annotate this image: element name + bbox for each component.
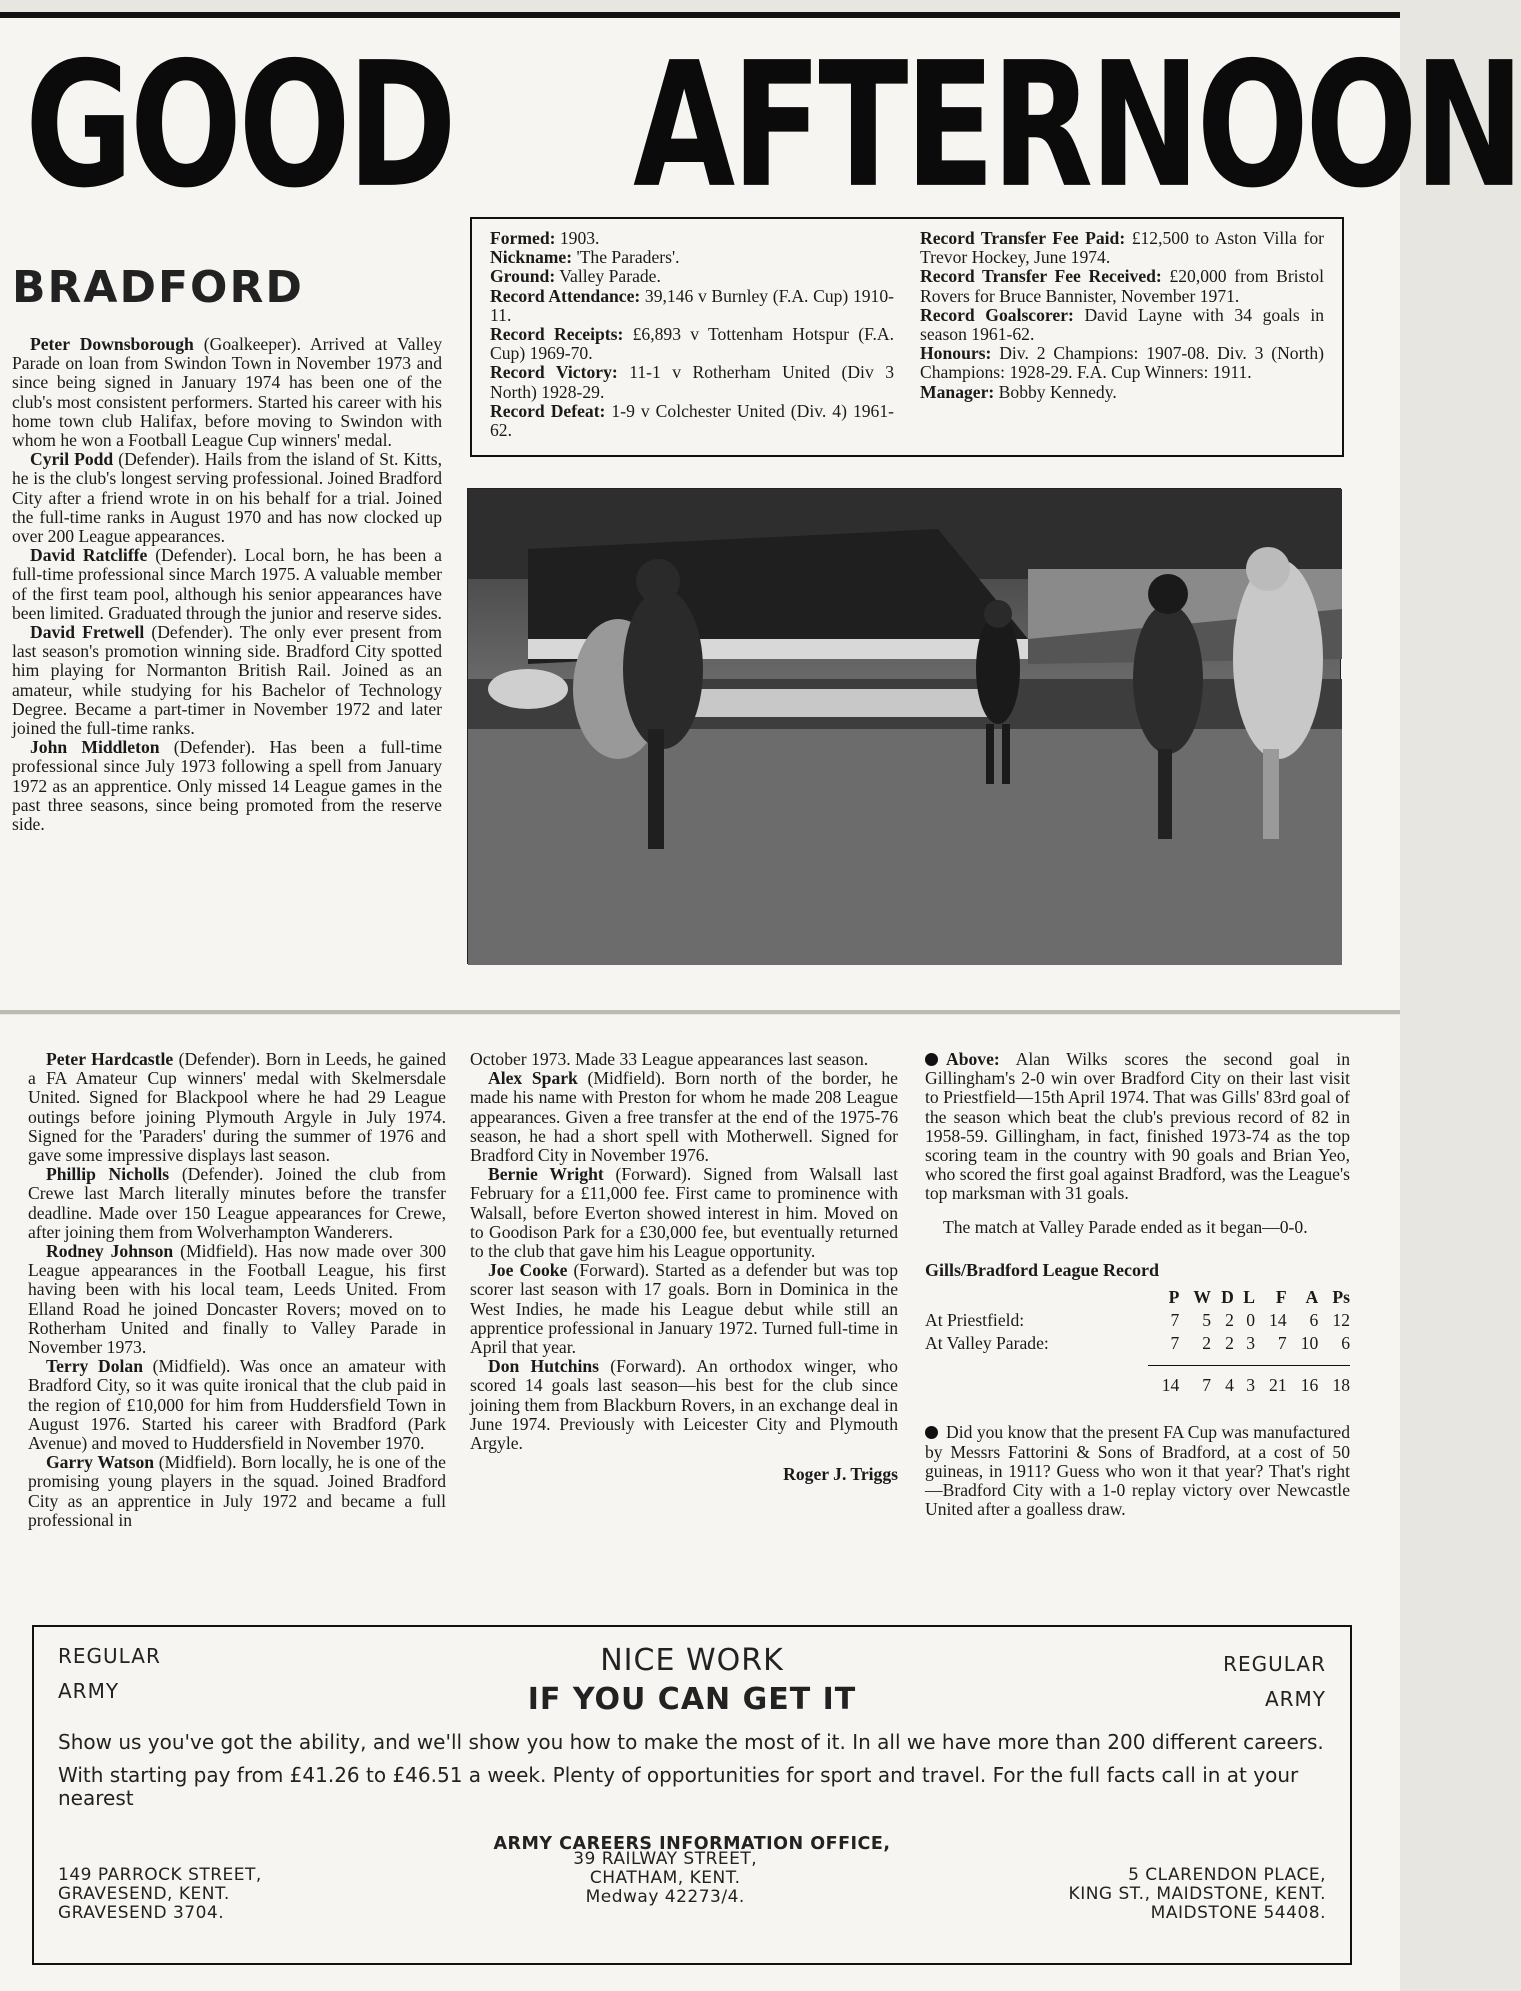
record-header-cell: L xyxy=(1243,1287,1255,1308)
fact-entry xyxy=(490,402,894,440)
player-bio: (Midfield). Was once an amateur with Bradford City, so it was quite ironical that the club paid in the region of £10,000 for him from Huddersfield Town in August 1976. Started his career with Bradford (Park Avenue) and moved to Huddersfield in November 1970. xyxy=(28,1356,446,1454)
player-name: Phillip Nicholls xyxy=(46,1164,170,1185)
player-entry xyxy=(28,1453,446,1530)
player-bio: (Defender). Hails from the island of St. Kitts, he is the club's longest serving professional. Joined Bradford City after a friend wrote in on his behalf for a trial. Joined the full-time ranks in August 1970 and has now clocked up over 200 League appearances. xyxy=(12,449,442,547)
ad-addresses xyxy=(58,1849,1326,1923)
record-total-cell xyxy=(925,1366,1148,1398)
record-total-cell: 4 xyxy=(1225,1375,1234,1396)
record-cell: 7 xyxy=(1170,1310,1180,1331)
address-line: GRAVESEND, KENT. xyxy=(58,1884,230,1904)
league-record-table xyxy=(925,1286,1350,1397)
ad-body-1: Show us you've got the ability, and we'll show you how to make the most of it. In all we have more than 200 different careers. xyxy=(58,1730,1324,1754)
player-entry xyxy=(12,738,442,834)
player-bio: (Forward). An orthodox winger, who scored 14 goals last season—his best for the club since joining them from Blackburn Rovers, in an exchange deal in June 1974. Previously with Leicester City and Plymouth Argyle. xyxy=(470,1356,898,1454)
fact-label: Record Transfer Fee Received: xyxy=(920,266,1162,287)
player-bio: (Defender). Born in Leeds, he gained a FA Amateur Cup winners' medal with Skelmersdale United. Signed for Blackpool where he had 29 League outings before joining Plymouth Argyle in July 1974. Signed for the 'Paraders' during the summer of 1976 and gave some impressive displays last season. xyxy=(28,1049,447,1166)
record-total-cell: 7 xyxy=(1202,1375,1211,1396)
match-photo-illustration xyxy=(468,489,1342,965)
record-cell: 3 xyxy=(1246,1333,1255,1354)
player-entry xyxy=(470,1357,898,1453)
record-header-cell: W xyxy=(1193,1287,1211,1308)
fact-text: David Layne with 34 goals in season 1961-62. xyxy=(920,304,1325,345)
players-top-column xyxy=(12,335,442,834)
record-cell: At Priestfield: xyxy=(925,1310,1025,1331)
ad-corner-right xyxy=(1223,1647,1326,1717)
player-bio: (Defender). Local born, he has been a full-time professional since March 1975. A valuable member of the first team pool, although his senior appearances have been limited. Graduated through the junior and reserve sides. xyxy=(12,545,442,623)
player-name: Cyril Podd xyxy=(30,449,114,470)
fact-text: Valley Parade. xyxy=(555,266,661,287)
fact-label: Ground: xyxy=(490,266,556,287)
match-note: The match at Valley Parade ended as it began—0-0. xyxy=(943,1216,1308,1237)
fact-label: Record Victory: xyxy=(490,362,618,383)
record-cell: 0 xyxy=(1246,1310,1255,1331)
page-spine xyxy=(0,1010,1400,1014)
player-entry xyxy=(12,546,442,623)
photo-caption xyxy=(925,1050,1350,1204)
fact-text: £6,893 v Tottenham Hotspur (F.A. Cup) 1969-70. xyxy=(490,324,894,364)
player-name: Alex Spark xyxy=(488,1068,578,1089)
ad-body-2: With starting pay from £41.26 to £46.51 a week. Plenty of opportunities for sport and travel. For the full facts call in at your nearest xyxy=(58,1763,1299,1810)
record-rule-cell xyxy=(1234,1356,1255,1366)
record-cell: 10 xyxy=(1300,1333,1319,1354)
player-bio: (Goalkeeper). Arrived at Valley Parade on loan from Swindon Town in November 1973 and since being signed in January 1974 has been one of the club's most consistent performers. Started his career with his home town club Halifax, before moving to Swindon with whom he won a Football League Cup winners' medal. xyxy=(12,334,442,451)
record-header-cell: Ps xyxy=(1332,1287,1350,1308)
facts-column-right xyxy=(920,229,1324,445)
record-cell: 12 xyxy=(1332,1310,1350,1331)
fact-label: Record Defeat: xyxy=(490,400,606,421)
fact-entry xyxy=(920,344,1324,382)
fact-entry xyxy=(920,229,1324,267)
headline-left: GOOD xyxy=(25,26,454,227)
player-bio: (Defender). Has been a full-time professional since July 1973 following a spell from January 1972 as an apprentice. Only missed 14 League games in the past three seasons, since being promoted from the reserve side. xyxy=(12,737,443,835)
record-cell: 7 xyxy=(1170,1333,1180,1354)
record-header-cell: A xyxy=(1305,1287,1319,1308)
player-bio: (Midfield). Has now made over 300 League appearances in the Football League, his first having been with his local team, Leeds United. From Elland Road he joined Doncaster Rovers; moved on to Rotherham United and finally to Valley Parade in November 1973. xyxy=(28,1241,446,1358)
fact-text: 39,146 v Burnley (F.A. Cup) 1910-11. xyxy=(490,285,894,325)
address-line: CHATHAM, KENT. xyxy=(589,1868,741,1888)
player-name: David Fretwell xyxy=(30,622,145,643)
record-rule-cell xyxy=(1211,1356,1234,1366)
address-line: MAIDSTONE 54408. xyxy=(1150,1903,1326,1923)
record-rule xyxy=(925,1356,1350,1366)
fact-entry xyxy=(490,363,894,401)
fact-entry xyxy=(490,229,894,248)
player-entry xyxy=(28,1050,446,1165)
record-cell: 2 xyxy=(1225,1333,1234,1354)
player-entry xyxy=(12,335,442,450)
player-bio: (Midfield). Born locally, he is one of the promising young players in the squad. Joined Bradford City as an apprentice in July 1972 and became a full professional in xyxy=(28,1452,446,1530)
fact-entry xyxy=(490,267,894,286)
player-name: Rodney Johnson xyxy=(46,1241,174,1262)
league-record-title: Gills/Bradford League Record xyxy=(925,1259,1159,1280)
fact-text: 1903. xyxy=(555,228,600,248)
fact-entry xyxy=(490,325,894,363)
army-advert xyxy=(32,1625,1352,1965)
ad-headline-1: NICE WORK xyxy=(600,1643,784,1678)
ad-office-title: ARMY CAREERS INFORMATION OFFICE, xyxy=(493,1834,891,1854)
league-record-header-row xyxy=(925,1286,1350,1309)
record-header-cell xyxy=(925,1286,1148,1309)
address-line: Medway 42273/4. xyxy=(585,1887,745,1907)
fact-entry xyxy=(490,287,894,325)
player-name: Peter Hardcastle xyxy=(46,1049,174,1069)
fact-text: 'The Paraders'. xyxy=(572,247,680,268)
club-title: BRADFORD xyxy=(12,262,304,313)
player-entry xyxy=(470,1165,898,1261)
record-cell: 2 xyxy=(1225,1310,1234,1331)
ad-corner-left xyxy=(58,1639,161,1709)
fact-entry xyxy=(490,248,894,267)
facts-column-left xyxy=(490,229,894,445)
fact-entry xyxy=(920,383,1324,402)
record-cell: 14 xyxy=(1269,1310,1287,1331)
record-cell: At Valley Parade: xyxy=(925,1333,1049,1354)
record-total-cell: 16 xyxy=(1300,1375,1319,1396)
address-line: GRAVESEND 3704. xyxy=(58,1903,225,1923)
ad-headline xyxy=(58,1643,1326,1717)
record-cell: 5 xyxy=(1202,1310,1211,1331)
player-bio: (Forward). Started as a defender but was top scorer last season with 17 goals. Born in Dominica in the West Indies, he made his League debut while still an apprentice professional in January 1972. Turned full-time in April that year. xyxy=(470,1260,898,1358)
record-total-cell: 14 xyxy=(1161,1375,1180,1396)
fact-label: Record Transfer Fee Paid: xyxy=(920,228,1126,248)
headline-right: AFTERNOON xyxy=(632,26,1521,227)
record-header-cell: F xyxy=(1275,1287,1287,1308)
fact-label: Manager: xyxy=(920,381,995,402)
player-bio: (Defender). The only ever present from last season's promotion winning side. Bradford City spotted him playing for Normanton British Rail. Joined as an amateur, while studying for his Bachelor of Technology Degree. Became a part-timer in November 1972 and later joined the full-time ranks. xyxy=(12,622,442,739)
record-cell: 6 xyxy=(1309,1310,1319,1331)
fact-text: £12,500 to Aston Villa for Trevor Hockey, June 1974. xyxy=(920,228,1324,268)
fact-label: Formed: xyxy=(490,228,556,248)
player-entry xyxy=(12,450,442,546)
record-cell: 7 xyxy=(1277,1333,1287,1354)
player-entry xyxy=(28,1357,446,1453)
fact-label: Honours: xyxy=(920,343,992,364)
player-entry xyxy=(470,1069,898,1165)
address-maidstone xyxy=(1069,1866,1326,1923)
record-rule-cell xyxy=(1148,1356,1180,1366)
player-name: Joe Cooke xyxy=(488,1260,568,1281)
player-bio: (Midfield). Born north of the border, he made his name with Preston for whom he made 208 League appearances. Given a free transfer at the end of the 1975-76 season, he had a short spell with Motherwell. Signed for Bradford City in November 1976. xyxy=(470,1068,898,1166)
record-total-cell: 3 xyxy=(1246,1375,1255,1396)
fa-cup-note-text: Did you know that the present FA Cup was manufactured by Messrs Fattorini & Sons of Bradford, at a cost of 50 guineas, in 1911? Guess who won it that year? That's right—Bradford City with a 1-0 replay victory over Newcastle United after a goalless draw. xyxy=(925,1422,1350,1520)
club-facts-box xyxy=(470,217,1344,457)
match-photo xyxy=(467,488,1341,964)
player-entry xyxy=(28,1165,446,1242)
player-name: John Middleton xyxy=(30,737,160,758)
notes-column xyxy=(925,1050,1350,1519)
bullet-icon xyxy=(925,1053,938,1066)
fact-entry xyxy=(920,267,1324,305)
address-line: 149 PARROCK STREET, xyxy=(58,1865,262,1885)
caption-label: Above: xyxy=(946,1049,1000,1069)
player-bio: (Defender). Joined the club from Crewe last March literally minutes before the transfer deadline. Made over 150 League appearances for Crewe, after joining them from Wolverhampton Wanderers. xyxy=(28,1164,446,1242)
record-rule-cell xyxy=(1318,1356,1350,1366)
caption-text: Alan Wilks scores the second goal in Gillingham's 2-0 win over Bradford City on their last visit to Priestfield—15th April 1974. That was Gills' 83rd goal of the season which beat the club's previous record of 82 in 1958-59. Gillingham, in fact, finished 1973-74 as the top scoring team in the country with 90 goals and Brian Yeo, who scored the first goal against Bradford, was the League's top marksman with 31 goals. xyxy=(925,1049,1350,1204)
record-cell: 6 xyxy=(1341,1333,1350,1354)
ad-corner-left-line2: ARMY xyxy=(58,1679,120,1703)
record-total-cell: 18 xyxy=(1332,1375,1350,1396)
record-header-cell: P xyxy=(1168,1287,1180,1308)
address-line: 39 RAILWAY STREET, xyxy=(573,1849,758,1869)
record-totals-row xyxy=(925,1366,1350,1398)
fact-label: Nickname: xyxy=(490,247,573,268)
headline xyxy=(25,26,1521,227)
record-rule-cell xyxy=(1179,1356,1211,1366)
address-chatham xyxy=(573,1850,757,1923)
fact-text: Bobby Kennedy. xyxy=(994,381,1117,402)
address-line: 5 CLARENDON PLACE, xyxy=(1128,1865,1326,1885)
fact-label: Record Receipts: xyxy=(490,324,624,345)
fact-text: £20,000 from Bristol Rovers for Bruce Bannister, November 1971. xyxy=(920,266,1324,306)
players-col2-lead: October 1973. Made 33 League appearances last season. xyxy=(470,1049,869,1069)
record-cell: 2 xyxy=(1202,1333,1211,1354)
player-bio: (Forward). Signed from Walsall last February for a £11,000 fee. First came to prominence with Walsall, before Everton showed interest in him. Moved on to Goodison Park for a £30,000 fee, but eventually returned to the club that gave him his League opportunity. xyxy=(470,1164,898,1262)
ad-corner-left-line1: REGULAR xyxy=(58,1644,161,1668)
fact-text: 1-9 v Colchester United (Div. 4) 1961-62. xyxy=(490,400,895,441)
address-gravesend xyxy=(58,1866,262,1923)
record-row xyxy=(925,1332,1350,1355)
player-name: Don Hutchins xyxy=(488,1356,599,1377)
player-name: Bernie Wright xyxy=(488,1164,604,1185)
fact-text: 11-1 v Rotherham United (Div 3 North) 1928-29. xyxy=(490,362,894,402)
players-column-2 xyxy=(470,1050,898,1484)
player-name: Garry Watson xyxy=(46,1452,155,1473)
record-row xyxy=(925,1309,1350,1332)
ad-corner-right-line2: ARMY xyxy=(1264,1687,1326,1711)
player-entry xyxy=(28,1242,446,1357)
player-name: Peter Downsborough xyxy=(30,334,194,354)
record-rule-cell xyxy=(1255,1356,1287,1366)
ad-body xyxy=(58,1731,1326,1810)
ad-corner-right-line1: REGULAR xyxy=(1223,1652,1326,1676)
fa-cup-note xyxy=(925,1423,1350,1519)
author-signature: Roger J. Triggs xyxy=(783,1464,898,1485)
address-line: KING ST., MAIDSTONE, KENT. xyxy=(1068,1884,1326,1904)
ad-headline-2: IF YOU CAN GET IT xyxy=(527,1682,857,1717)
players-column-1 xyxy=(28,1050,446,1530)
player-entry xyxy=(12,623,442,738)
bullet-icon xyxy=(925,1426,938,1439)
record-total-cell: 21 xyxy=(1269,1375,1287,1396)
player-name: Terry Dolan xyxy=(46,1356,143,1377)
fact-text: Div. 2 Champions: 1907-08. Div. 3 (North) Champions: 1928-29. F.A. Cup Winners: 1911. xyxy=(920,343,1324,383)
record-header-cell: D xyxy=(1221,1287,1234,1308)
players-col2-list xyxy=(470,1069,898,1453)
player-entry xyxy=(470,1261,898,1357)
record-rule-cell xyxy=(925,1356,1148,1366)
fact-label: Record Attendance: xyxy=(490,285,641,306)
fact-entry xyxy=(920,306,1324,344)
fact-label: Record Goalscorer: xyxy=(920,304,1074,325)
record-rule-cell xyxy=(1287,1356,1319,1366)
player-name: David Ratcliffe xyxy=(30,545,148,566)
